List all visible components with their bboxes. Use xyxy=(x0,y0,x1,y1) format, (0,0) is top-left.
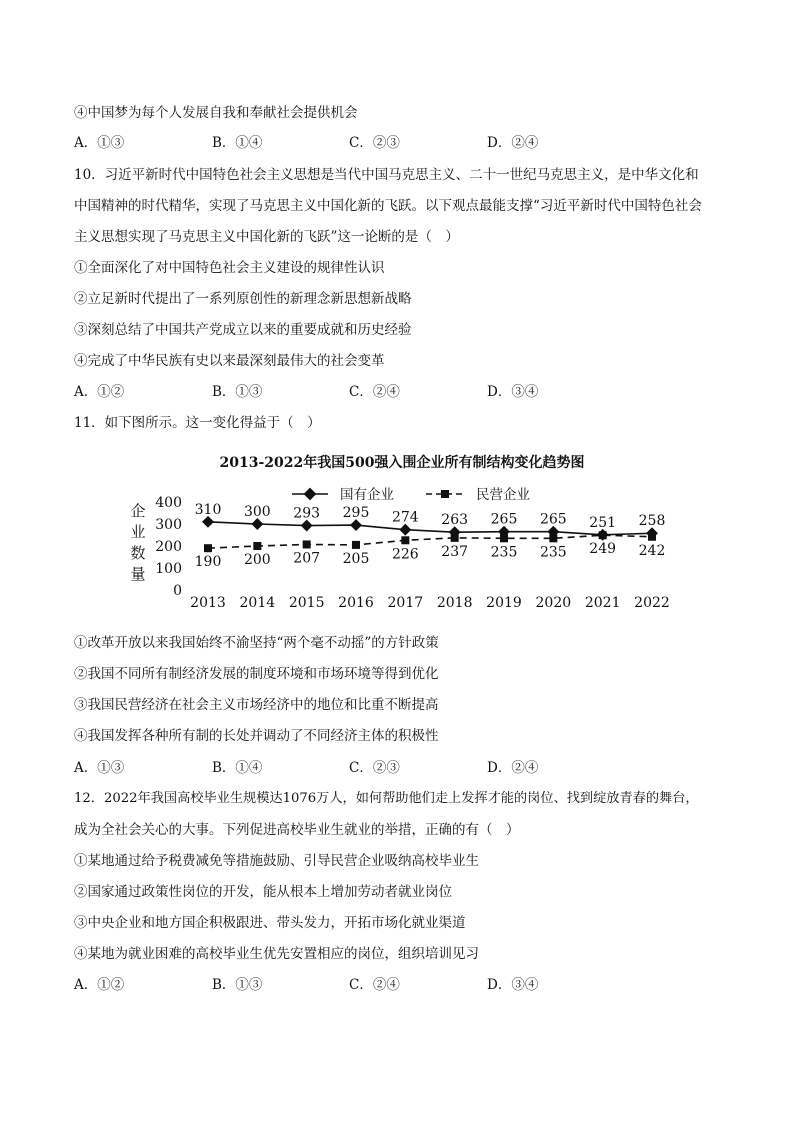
private-data-label: 249 xyxy=(589,541,617,558)
private-data-label: 207 xyxy=(293,550,321,567)
x-tick-label: 2017 xyxy=(387,595,424,611)
private-point xyxy=(401,536,409,544)
q12-option-d: D．③④ xyxy=(487,977,539,993)
y-axis-label-char: 业 xyxy=(130,523,146,541)
private-point xyxy=(303,540,311,548)
q10-stem-line-1: 10．习近平新时代中国特色社会主义思想是当代中国马克思主义、二十一世纪马克思主义，是中华文化和 xyxy=(74,167,699,183)
q10-option-d: D．③④ xyxy=(487,384,539,400)
state-owned-data-label: 295 xyxy=(342,505,370,522)
q9-option-d: D．②④ xyxy=(487,135,539,151)
q12-item-1: ①某地通过给予税费减免等措施鼓励、引导民营企业吸纳高校毕业生 xyxy=(74,853,479,869)
legend-label-state: 国有企业 xyxy=(340,487,394,503)
q12-option-c: C．②④ xyxy=(349,977,400,993)
state-owned-data-label: 300 xyxy=(243,504,271,520)
y-tick-label: 400 xyxy=(155,495,182,511)
y-tick-label: 100 xyxy=(155,561,182,577)
q10-item-4: ④完成了中华民族有史以来最深刻最伟大的社会变革 xyxy=(74,353,385,369)
private-point xyxy=(549,534,557,542)
state-owned-data-label: 293 xyxy=(293,505,321,522)
q12-stem-line-1: 12．2022年我国高校毕业生规模达1076万人，如何帮助他们走上发挥才能的岗位、找到绽放青春的舞台， xyxy=(74,791,699,806)
chart-legend xyxy=(292,487,530,503)
q9-option-a: A．①③ xyxy=(74,135,125,151)
legend-marker-private xyxy=(441,490,449,498)
q11-item-2: ②我国不同所有制经济发展的制度环境和市场环境等得到优化 xyxy=(74,666,439,682)
state-owned-data-label: 263 xyxy=(441,512,469,529)
q11-item-1: ①改革开放以来我国始终不渝坚持“两个毫不动摇”的方针政策 xyxy=(74,635,439,651)
q11-item-4: ④我国发挥各种所有制的长处并调动了不同经济主体的积极性 xyxy=(74,728,439,744)
state-owned-data-label: 274 xyxy=(391,509,419,526)
private-data-label: 200 xyxy=(243,552,271,568)
x-tick-label: 2019 xyxy=(486,595,522,611)
private-point xyxy=(253,542,261,550)
state-owned-data-label: 310 xyxy=(194,501,222,518)
private-data-label: 205 xyxy=(342,550,370,567)
q9-option-c: C．②③ xyxy=(349,135,400,151)
private-point xyxy=(648,533,656,541)
legend-marker-state xyxy=(304,488,317,501)
x-tick-label: 2021 xyxy=(584,595,621,611)
state-owned-data-label: 251 xyxy=(589,514,617,531)
q10-item-2: ②立足新时代提出了一系列原创性的新理念新思想新战略 xyxy=(74,291,412,307)
q11-option-a: A．①③ xyxy=(74,760,125,776)
chart-title: 2013-2022年我国500强入围企业所有制结构变化趋势图 xyxy=(219,455,585,471)
q10-option-b: B．①③ xyxy=(212,384,263,400)
q11-option-d: D．②④ xyxy=(487,760,539,776)
state-owned-data-label: 258 xyxy=(638,513,666,530)
private-data-label: 190 xyxy=(194,554,222,571)
legend-label-private: 民营企业 xyxy=(476,487,530,503)
y-axis-label-char: 量 xyxy=(130,565,146,583)
q10-item-1: ①全面深化了对中国特色社会主义建设的规律性认识 xyxy=(74,260,385,276)
private-point xyxy=(500,534,508,542)
q12-option-a: A．①② xyxy=(74,977,125,993)
q10-stem-line-3: 主义思想实现了马克思主义中国化新的飞跃”这一论断的是（ ） xyxy=(74,229,459,245)
private-data-label: 235 xyxy=(539,544,567,561)
y-axis-label xyxy=(130,502,145,583)
private-data-label: 242 xyxy=(638,542,666,559)
state-owned-data-label: 265 xyxy=(490,511,518,528)
x-tick-label: 2016 xyxy=(338,595,374,611)
q9-option-b: B．①④ xyxy=(212,135,263,151)
q12-item-2: ②国家通过政策性岗位的开发，能从根本上增加劳动者就业岗位 xyxy=(74,884,452,900)
private-data-label: 226 xyxy=(391,546,419,563)
q12-item-4: ④某地为就业困难的高校毕业生优先安置相应的岗位，组织培训见习 xyxy=(74,946,479,962)
q12-option-b: B．①③ xyxy=(212,977,263,993)
y-axis-ticks xyxy=(155,495,182,599)
q10-stem-line-2: 中国精神的时代精华，实现了马克思主义中国化新的飞跃。以下观点最能支撑“习近平新时代中国特色社会 xyxy=(74,198,702,214)
q9-item-4: ④中国梦为每个人发展自我和奉献社会提供机会 xyxy=(74,105,358,121)
private-point xyxy=(451,534,459,542)
private-point xyxy=(352,541,360,549)
q11-option-c: C．②③ xyxy=(349,760,400,776)
q11-stem: 11．如下图所示。这一变化得益于（ ） xyxy=(74,415,321,431)
q10-item-3: ③深刻总结了中国共产党成立以来的重要成就和历史经验 xyxy=(74,322,412,338)
state-owned-series-line xyxy=(208,522,652,535)
q11-item-3: ③我国民营经济在社会主义市场经济中的地位和比重不断提高 xyxy=(74,697,439,713)
y-tick-label: 0 xyxy=(173,583,182,599)
x-tick-label: 2013 xyxy=(190,595,226,611)
private-data-label: 235 xyxy=(490,544,518,561)
private-data-label: 237 xyxy=(441,543,469,560)
private-point xyxy=(204,544,212,552)
x-tick-label: 2022 xyxy=(634,595,670,611)
ownership-trend-chart xyxy=(120,448,680,616)
q12-stem-line-2: 成为全社会关心的大事。下列促进高校毕业生就业的举措，正确的有（ ） xyxy=(74,822,520,838)
x-tick-label: 2015 xyxy=(288,595,325,611)
y-axis-label-char: 数 xyxy=(130,544,146,562)
x-axis-ticks xyxy=(190,595,670,611)
x-tick-label: 2018 xyxy=(436,595,473,611)
x-tick-label: 2020 xyxy=(535,595,572,611)
y-axis-label-char: 企 xyxy=(130,502,146,520)
q10-option-a: A．①② xyxy=(74,384,125,400)
private-point xyxy=(599,531,607,539)
q12-item-3: ③中央企业和地方国企积极跟进、带头发力，开拓市场化就业渠道 xyxy=(74,915,466,931)
q10-option-c: C．②④ xyxy=(349,384,400,400)
y-tick-label: 300 xyxy=(155,517,182,533)
x-tick-label: 2014 xyxy=(239,595,276,611)
private-series-line xyxy=(208,535,652,548)
y-tick-label: 200 xyxy=(155,539,182,555)
q11-option-b: B．①④ xyxy=(212,760,263,776)
state-owned-data-label: 265 xyxy=(539,511,567,528)
